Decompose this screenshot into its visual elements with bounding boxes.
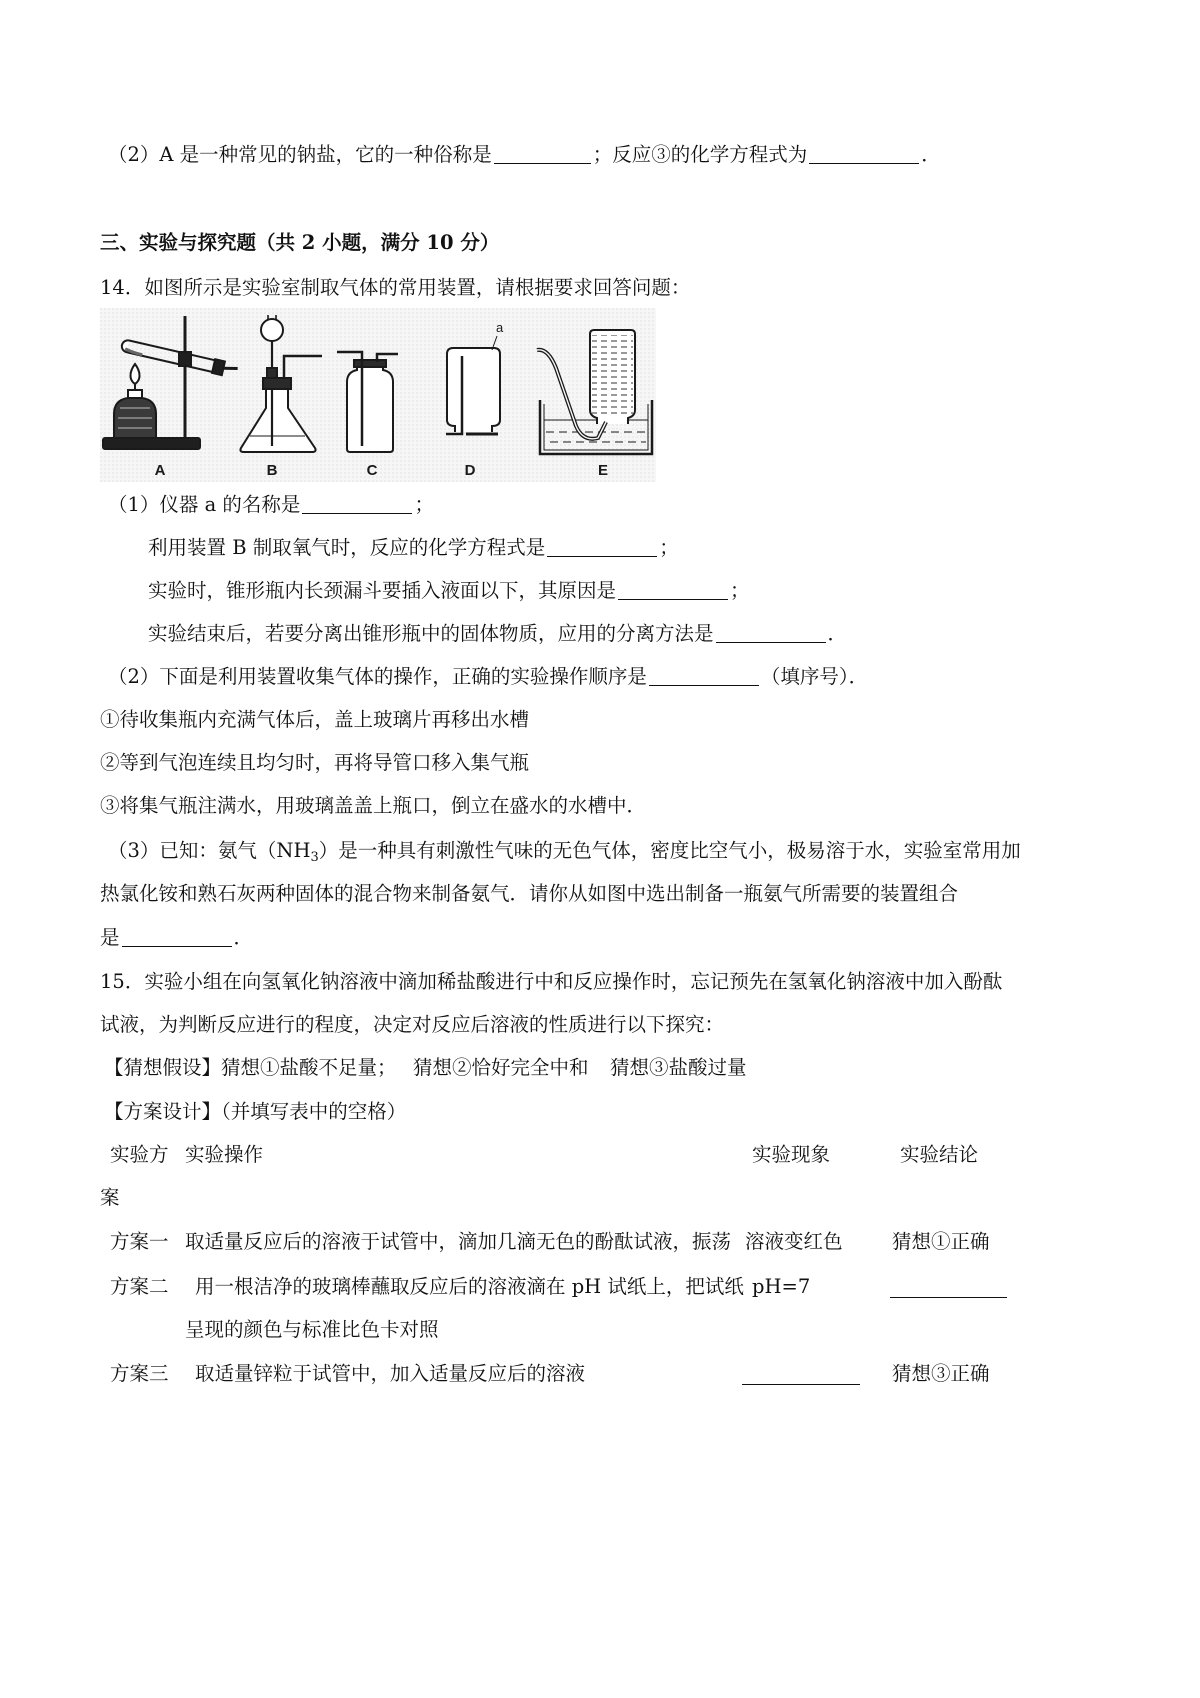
q14-part1-line2-end: ； — [659, 536, 679, 559]
q14-part1-line1-text: （1）仪器 a 的名称是 — [108, 493, 301, 516]
q13-part2-mid: ；反应③的化学方程式为 — [592, 143, 808, 166]
q13-part2-line — [108, 143, 941, 167]
q14-part3-line1 — [108, 839, 1021, 863]
q13-part2-prefix: （2）A 是一种常见的钠盐，它的一种俗称是 — [108, 143, 492, 166]
q14-part2-step-2: ②等到气泡连续且均匀时，再将导管口移入集气瓶 — [100, 751, 530, 774]
table-row-1-operation: 取适量反应后的溶液于试管中，滴加几滴无色的酚酞试液，振荡 — [185, 1230, 732, 1253]
q15-stem-line1: 15．实验小组在向氢氧化钠溶液中滴加稀盐酸进行中和反应操作时，忘记预先在氢氧化钠溶液中加入酚酞 — [100, 970, 1003, 993]
table-row-1-phenomenon: 溶液变红色 — [745, 1230, 843, 1253]
q14-part3-line1-a: （3）已知：氨气（NH — [108, 839, 311, 862]
q14-part1-line3-end: ； — [730, 579, 750, 602]
flask-stopper — [263, 378, 291, 389]
q14-part2-step-3: ③将集气瓶注满水，用玻璃盖盖上瓶口，倒立在盛水的水槽中． — [100, 794, 647, 817]
answer-blank — [122, 927, 232, 948]
answer-blank — [890, 1297, 1007, 1298]
q15-hypothesis-2: 猜想②恰好完全中和 — [413, 1056, 589, 1079]
answer-blank — [809, 144, 919, 165]
answer-blank — [618, 580, 728, 601]
thistle-funnel-bulb — [261, 319, 283, 341]
q13-part2-end: ． — [921, 143, 941, 166]
table-header-phenomenon: 实验现象 — [752, 1143, 831, 1166]
answer-blank — [494, 144, 591, 165]
label-apparatus-c: C — [366, 462, 378, 479]
q14-part3-line3-end: ． — [233, 926, 254, 949]
iron-stand-base — [103, 438, 200, 449]
q14-part1-line3-text: 实验时，锥形瓶内长颈漏斗要插入液面以下，其原因是 — [148, 579, 617, 602]
table-row-1-plan: 方案一 — [110, 1230, 169, 1253]
q15-design-heading: 【方案设计】（并填写表中的空格） — [104, 1100, 407, 1123]
table-row-3-conclusion: 猜想③正确 — [892, 1362, 990, 1385]
q14-part1-line3 — [148, 579, 750, 603]
q14-part2-step-1: ①待收集瓶内充满气体后，盖上玻璃片再移出水槽 — [100, 708, 530, 731]
q14-part1-line4-text: 实验结束后，若要分离出锥形瓶中的固体物质，应用的分离方法是 — [148, 622, 714, 645]
answer-blank — [742, 1384, 860, 1385]
table-header-plan: 实验方 — [110, 1143, 169, 1166]
q15-hypothesis-1: 【猜想假设】猜想①盐酸不足量； — [104, 1056, 397, 1079]
q14-part1-line2 — [148, 536, 679, 560]
bottle-stopper — [354, 360, 386, 367]
table-header-conclusion: 实验结论 — [900, 1143, 979, 1166]
table-row-1-conclusion: 猜想①正确 — [892, 1230, 990, 1253]
q14-part3-line1-b: ）是一种具有刺激性气味的无色气体，密度比空气小，极易溶于水，实验室常用加 — [318, 839, 1021, 862]
table-row-3-operation: 取适量锌粒于试管中，加入适量反应后的溶液 — [195, 1362, 586, 1385]
q14-part1-line1 — [108, 493, 434, 517]
q14-part1-line2-text: 利用装置 B 制取氧气时，反应的化学方程式是 — [148, 536, 546, 559]
table-header-plan-wrap: 案 — [100, 1186, 120, 1209]
q14-part3-line3-text: 是 — [100, 926, 120, 949]
bottle-water — [592, 335, 633, 415]
clamp-wrap — [267, 368, 277, 378]
q14-part2-line — [108, 665, 868, 689]
answer-blank — [716, 623, 826, 644]
table-header-operation: 实验操作 — [185, 1143, 264, 1166]
q14-part1-line4 — [148, 622, 847, 646]
label-apparatus-b: B — [266, 462, 278, 479]
q15-stem-line2: 试液，为判断反应进行的程度，决定对反应后溶液的性质进行以下探究： — [100, 1013, 725, 1036]
q14-part2-suffix: （填序号）． — [760, 665, 869, 688]
instrument-label-a: a — [496, 320, 504, 335]
q14-part3-line2: 热氯化铵和熟石灰两种固体的混合物来制备氨气．请你从如图中选出制备一瓶氨气所需要的装置组合 — [100, 882, 959, 905]
label-apparatus-a: A — [154, 462, 166, 479]
q14-stem: 14．如图所示是实验室制取气体的常用装置，请根据要求回答问题： — [100, 276, 691, 299]
subscript-3: 3 — [310, 850, 319, 865]
q14-part3-line3 — [100, 926, 253, 950]
lab-apparatus-figure — [100, 308, 656, 482]
table-row-3-plan: 方案三 — [110, 1362, 169, 1385]
table-row-2-operation-line1: 用一根洁净的玻璃棒蘸取反应后的溶液滴在 pH 试纸上，把试纸 — [195, 1275, 744, 1298]
q14-part1-line1-end: ； — [414, 493, 434, 516]
label-apparatus-d: D — [464, 462, 476, 479]
q15-hypothesis-3: 猜想③盐酸过量 — [610, 1056, 747, 1079]
answer-blank — [302, 494, 412, 515]
table-row-2-phenomenon: pH=7 — [752, 1275, 811, 1298]
table-row-2-plan: 方案二 — [110, 1275, 169, 1298]
iron-clamp — [179, 352, 191, 366]
answer-blank — [649, 666, 759, 687]
table-row-2-operation-line2: 呈现的颜色与标准比色卡对照 — [185, 1318, 439, 1341]
gas-collecting-bottle — [447, 348, 500, 432]
answer-blank — [547, 537, 657, 558]
q14-part2-text: （2）下面是利用装置收集气体的操作，正确的实验操作顺序是 — [108, 665, 647, 688]
gas-washing-bottle — [347, 364, 393, 452]
section-title: 三、实验与探究题（共 2 小题，满分 10 分） — [100, 231, 500, 254]
label-apparatus-e: E — [597, 462, 609, 479]
q14-part1-line4-end: ． — [827, 622, 848, 645]
